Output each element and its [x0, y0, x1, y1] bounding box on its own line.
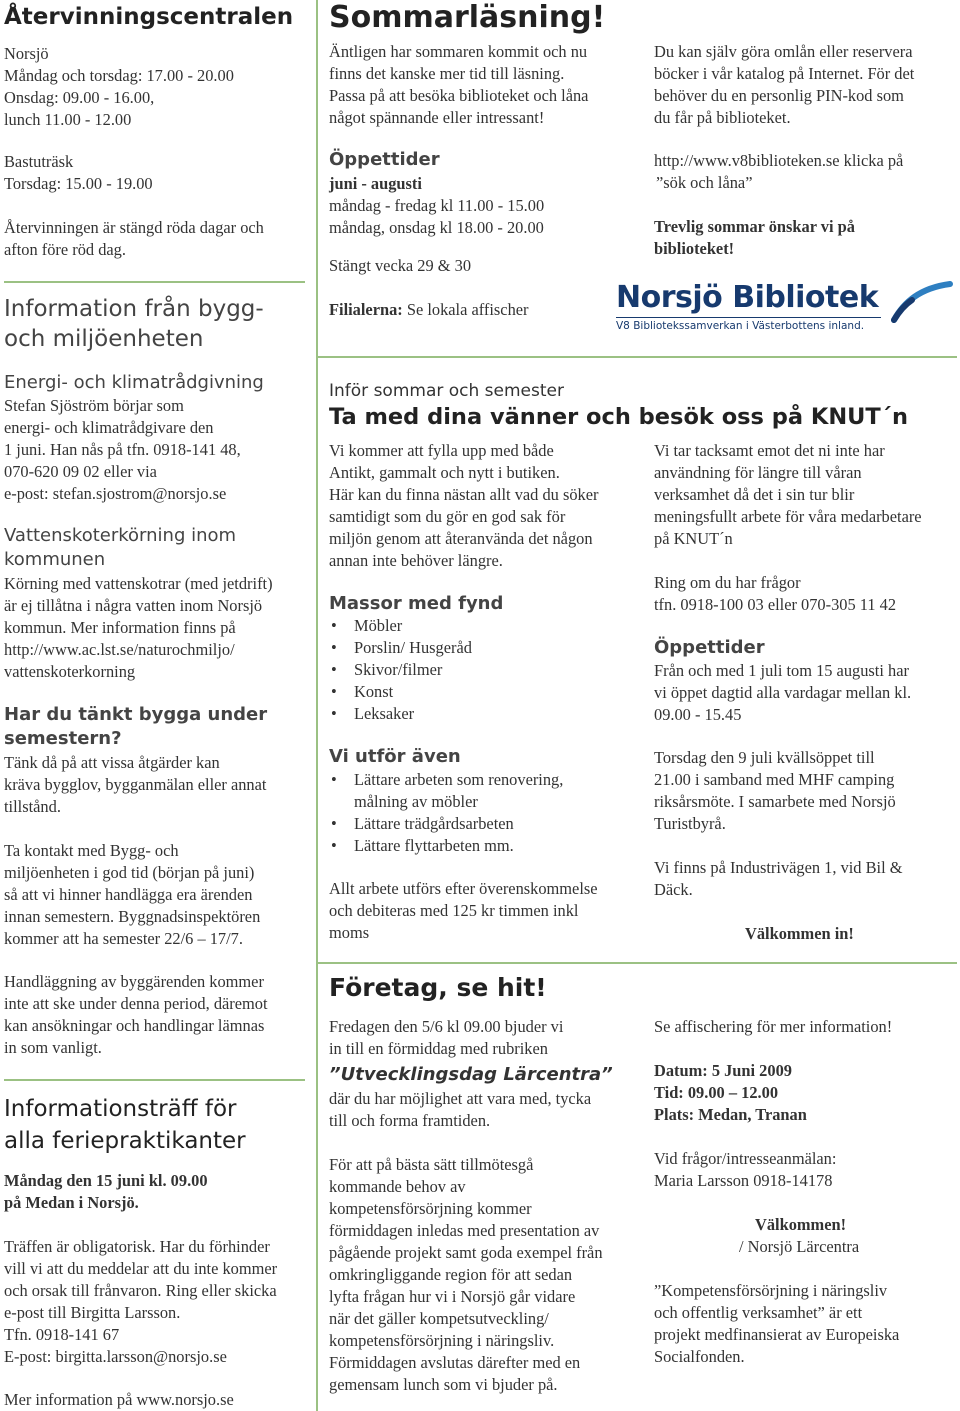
text-line: 09.00 - 15.45	[654, 705, 742, 724]
text-line: Socialfonden.	[654, 1347, 745, 1366]
detail-line: Tid: 09.00 – 12.00	[654, 1083, 779, 1102]
logo-text: Norsjö Bibliotek	[616, 280, 879, 315]
jetski-text	[4, 573, 309, 683]
text-line: vattenskoterkorning	[4, 662, 136, 681]
text-line: omkringliggande region för att sedan	[329, 1265, 573, 1284]
knut-evening	[654, 747, 957, 835]
business-funding	[654, 1280, 957, 1368]
info-title	[4, 294, 309, 354]
library-hours	[329, 173, 639, 321]
knut-hours-title: Öppettider	[654, 637, 765, 658]
list-item: • Leksaker	[329, 703, 644, 725]
text-line: miljön genom att återanvända det någon	[329, 529, 593, 548]
text-line: Måndag den 15 juni kl. 09.00	[4, 1171, 208, 1190]
text-line: Träffen är obligatorisk. Har du förhinder	[4, 1237, 270, 1256]
list-item: • Lättare trädgårdsarbeten	[329, 813, 644, 835]
text-line: Fredagen den 5/6 kl 09.00 bjuder vi	[329, 1017, 564, 1036]
text-line: Körning med vattenskotrar (med jetdrift)	[4, 574, 273, 593]
hours-line: Torsdag: 15.00 - 19.00	[4, 174, 153, 193]
text-line: projekt medfinansierat av Europeiska	[654, 1325, 900, 1344]
text-line: Handläggning av byggärenden kommer	[4, 972, 264, 991]
logo-subtitle: V8 Bibliotekssamverkan i Västerbottens inland.	[616, 320, 865, 332]
build-title	[4, 703, 309, 751]
text-line: och orsak till frånvaron. Ring eller skicka	[4, 1281, 277, 1300]
text-line: Allt arbete utförs efter överenskommelse	[329, 879, 598, 898]
text-line: e-post: stefan.sjostrom@norsjo.se	[4, 484, 227, 503]
detail-line: Plats: Medan, Tranan	[654, 1105, 807, 1124]
text-line: kompetensförsörjning kommer	[329, 1199, 532, 1218]
business-signature: / Norsjö Lärcentra	[739, 1237, 860, 1256]
text-line: 070-620 09 02 eller via	[4, 462, 157, 481]
text-line: energi- och klimatrådgivare den	[4, 418, 214, 437]
list-item: • Skivor/filmer	[329, 659, 644, 681]
branches-label: Filialerna:	[329, 300, 403, 319]
text-line: biblioteket!	[654, 239, 735, 258]
text-line: ”Kompetensförsörjning i näringsliv	[654, 1281, 888, 1300]
contact-text	[4, 840, 309, 950]
text-line: vill vi att du meddelar att du inte kommer	[4, 1259, 278, 1278]
energy-title: Energi- och klimatrådgivning	[4, 372, 264, 393]
text-line: http://www.ac.lst.se/naturochmiljo/	[4, 640, 235, 659]
text-line: Förmiddagen avslutas därefter med en	[329, 1353, 581, 1372]
text-line: kräva bygglov, bygganmälan eller annat	[4, 775, 267, 794]
closed-note: Återvinningen är stängd röda dagar och	[4, 218, 264, 237]
list-item: • Konst	[329, 681, 644, 703]
text-line: pågående projekt samt goda exempel från	[329, 1243, 603, 1262]
text-line: Här kan du finna nästan allt vad du söker	[329, 485, 599, 504]
text-line: För att på bästa sätt tillmötesgå	[329, 1155, 534, 1174]
bastutrask-label: Bastuträsk	[4, 152, 74, 171]
list-item: • Porslin/ Husgeråd	[329, 637, 644, 659]
text-line: E-post: birgitta.larsson@norsjo.se	[4, 1347, 227, 1366]
hours-line: lunch 11.00 - 12.00	[4, 110, 132, 129]
text-line: riksårsmöte. I samarbete med Norsjö	[654, 792, 896, 811]
knut-kicker: Inför sommar och semester	[329, 381, 564, 401]
text-line: ”sök och låna”	[656, 173, 753, 192]
text-line: användning för längre till våran	[654, 463, 862, 482]
text-line: Ring om du har frågor	[654, 573, 801, 592]
business-intro	[329, 1016, 644, 1060]
list-item: • Möbler	[329, 615, 644, 637]
text-line: Tfn. 0918-141 67	[4, 1325, 120, 1344]
text-line: moms	[329, 923, 370, 942]
text-line: kan ansökningar och handlingar lämnas	[4, 1016, 265, 1035]
branches-line	[329, 299, 639, 321]
library-wish	[654, 216, 954, 260]
divider	[4, 281, 305, 283]
text-line: på KNUT´n	[654, 529, 733, 548]
text-line: lyfta frågan hur vi i Norsjö går vidare	[329, 1287, 576, 1306]
text-line: du får på biblioteket.	[654, 108, 791, 127]
text-line: kommande behov av	[329, 1177, 466, 1196]
text-line: målning av möbler	[354, 792, 478, 811]
branches-text: Se lokala affischer	[402, 300, 529, 319]
also-list	[329, 769, 644, 857]
text-line: Från och med 1 juli tom 15 augusti har	[654, 661, 909, 680]
knut-thanks	[654, 440, 957, 550]
period: juni - augusti	[329, 174, 422, 193]
text-line: till och forma framtiden.	[329, 1111, 491, 1130]
text-line: 1 juni. Han nås på tfn. 0918-141 48,	[4, 440, 241, 459]
intern-text	[4, 1236, 314, 1368]
energy-text	[4, 395, 309, 505]
text-line: Antikt, gammalt och nytt i butiken.	[329, 463, 560, 482]
text-line: Passa på att besöka biblioteket och låna	[329, 86, 589, 105]
closed-note: Stängt vecka 29 & 30	[329, 256, 472, 275]
knut-hours	[654, 660, 957, 726]
text-line: tfn. 0918-100 03 eller 070-305 11 42	[654, 595, 897, 614]
text-line: Maria Larsson 0918-14178	[654, 1171, 833, 1190]
text-line: in till en förmiddag med rubriken	[329, 1039, 548, 1058]
divider	[4, 1079, 305, 1081]
finds-list	[329, 615, 644, 725]
knut-phone	[654, 572, 957, 616]
column-divider	[316, 0, 318, 1411]
event-details	[654, 1060, 957, 1126]
text-line: Tänk då på att vissa åtgärder kan	[4, 753, 220, 772]
closed-note: afton före röd dag.	[4, 240, 126, 259]
more-info-link[interactable]: Mer information på www.norsjo.se	[4, 1390, 234, 1409]
business-questions	[654, 1148, 957, 1192]
recycling-title: Återvinningscentralen	[4, 4, 294, 30]
text-line: Stefan Sjöström börjar som	[4, 396, 184, 415]
text-line: när det gäller kompetsutveckling/	[329, 1309, 549, 1328]
text-line: Turistbyrå.	[654, 814, 726, 833]
library-title: Sommarläsning!	[329, 0, 606, 35]
divider	[317, 356, 957, 358]
text-line: tillstånd.	[4, 797, 61, 816]
text-line: http://www.v8biblioteken.se klicka på	[654, 151, 904, 170]
title-line: kommunen	[4, 549, 106, 570]
text-line: verksamhet då det i sin tur blir	[654, 485, 855, 504]
text-line: Vi kommer att fylla upp med både	[329, 441, 554, 460]
text-line: samtidigt som du gör en god sak för	[329, 507, 566, 526]
text-line: e-post till Birgitta Larsson.	[4, 1303, 181, 1322]
text-line: annan inte behöver längre.	[329, 551, 503, 570]
text-line: Trevlig sommar önskar vi på	[654, 217, 855, 236]
hours-line: Måndag och torsdag: 17.00 - 20.00	[4, 66, 234, 85]
intern-title	[4, 1093, 309, 1157]
recycling-hours	[4, 43, 309, 131]
text-line: meningsfullt arbete för våra medarbetare	[654, 507, 922, 526]
divider	[317, 962, 957, 964]
title-line: Har du tänkt bygga under	[4, 704, 268, 725]
business-title: Företag, se hit!	[329, 973, 547, 1002]
text-line: kommun. Mer information finns på	[4, 618, 236, 637]
text-line: där du har möjlighet att vara med, tycka	[329, 1089, 592, 1108]
text-line: Vid frågor/intresseanmälan:	[654, 1149, 837, 1168]
text-line: böcker i vår katalog på Internet. För det	[654, 64, 915, 83]
info-title-line: Information från bygg-	[4, 296, 264, 322]
title-line: Vattenskoterkörning inom	[4, 525, 237, 546]
text-line: är ej tillåtna i några vatten inom Norsjö	[4, 596, 263, 615]
text-line: 21.00 i samband med MHF camping	[654, 770, 895, 789]
text-line: och debiteras med 125 kr timmen inkl	[329, 901, 579, 920]
hours-line: måndag, onsdag kl 18.00 - 20.00	[329, 218, 544, 237]
text-line: och offentlig verksamhet” är ett	[654, 1303, 863, 1322]
list-item: • Lättare flyttarbeten mm.	[329, 835, 644, 857]
text-line: Torsdag den 9 juli kvällsöppet till	[654, 748, 875, 767]
text-line: finns det kanske mer tid till läsning.	[329, 64, 565, 83]
info-title-line: och miljöenheten	[4, 326, 204, 352]
text-line: gemensam lunch som vi bjuder på.	[329, 1375, 558, 1394]
text-line: så att vi hinner handlägga era ärenden	[4, 885, 253, 904]
hours-line: måndag - fredag kl 11.00 - 15.00	[329, 196, 545, 215]
text-line: behöver du en personlig PIN-kod som	[654, 86, 904, 105]
logo-swoosh-icon	[890, 280, 954, 324]
bastutrask-hours	[4, 151, 309, 261]
library-logo	[612, 280, 957, 338]
list-item	[329, 769, 644, 813]
detail-line: Datum: 5 Juni 2009	[654, 1061, 792, 1080]
library-online	[654, 41, 954, 129]
business-welcome: Välkommen!	[755, 1215, 847, 1234]
text-line: på Medan i Norsjö.	[4, 1193, 139, 1212]
text-line: Däck.	[654, 880, 693, 899]
text-line: förmiddagen inledas med presentation av	[329, 1221, 600, 1240]
text-line: in som vanligt.	[4, 1038, 102, 1057]
knut-location	[654, 857, 957, 901]
knut-terms	[329, 878, 644, 944]
title-line: alla feriepraktikanter	[4, 1128, 246, 1154]
text-line: Du kan själv göra omlån eller reservera	[654, 42, 913, 61]
text-line: Vi finns på Industrivägen 1, vid Bil &	[654, 858, 903, 877]
text-line: miljöenheten i god tid (början på juni)	[4, 863, 255, 882]
finds-title: Massor med fynd	[329, 593, 504, 614]
hours-line: Onsdag: 09.00 - 16.00,	[4, 88, 155, 107]
business-intro2	[329, 1088, 644, 1132]
library-hours-title: Öppettider	[329, 149, 440, 170]
library-intro	[329, 41, 639, 129]
jetski-title	[4, 524, 309, 572]
text-line: kommer att ha semester 22/6 – 17/7.	[4, 929, 243, 948]
business-body	[329, 1154, 647, 1396]
text-line: inte att ske under denna period, däremot	[4, 994, 268, 1013]
text-line: vi öppet dagtid alla vardagar mellan kl.	[654, 683, 912, 702]
intern-when	[4, 1170, 309, 1214]
knut-welcome: Välkommen in!	[745, 924, 854, 943]
text-line: kompetensförsörjning i näringsliv.	[329, 1331, 555, 1350]
text-line: Äntligen har sommaren kommit och nu	[329, 42, 588, 61]
text-line: något spännande eller intressant!	[329, 108, 545, 127]
library-link[interactable]	[654, 150, 954, 194]
build-text	[4, 752, 309, 818]
handling-text	[4, 971, 309, 1059]
title-line: semestern?	[4, 728, 122, 749]
knut-intro	[329, 440, 644, 572]
norsjo-label: Norsjö	[4, 44, 49, 63]
text-line: Lättare arbeten som renovering,	[354, 770, 564, 789]
also-title: Vi utför även	[329, 746, 461, 767]
event-name: ”Utvecklingsdag Lärcentra”	[329, 1064, 613, 1085]
text-line: Ta kontakt med Bygg- och	[4, 841, 179, 860]
text-line: innan semestern. Byggnadsinspektören	[4, 907, 261, 926]
text-line: Vi tar tacksamt emot det ni inte har	[654, 441, 885, 460]
business-posters: Se affischering för mer information!	[654, 1017, 893, 1036]
logo-line	[616, 317, 881, 318]
title-line: Informationsträff för	[4, 1096, 237, 1122]
knut-title: Ta med dina vänner och besök oss på KNUT´n	[329, 404, 909, 430]
